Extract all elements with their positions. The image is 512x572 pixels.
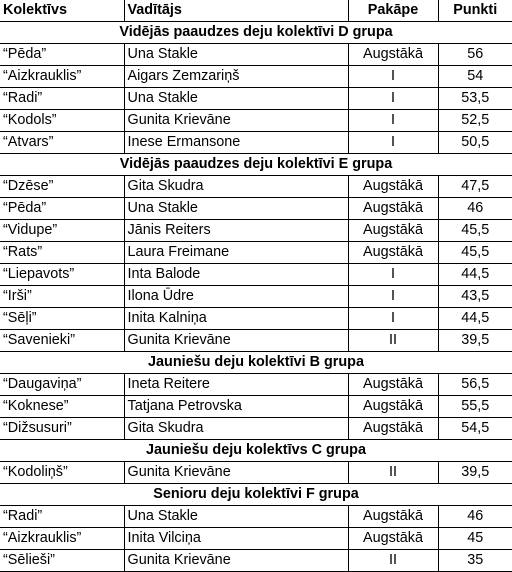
cell-vaditajs: Gunita Krievāne [124, 330, 348, 352]
cell-vaditajs: Inita Kalniņa [124, 308, 348, 330]
cell-punkti: 52,5 [438, 110, 512, 132]
cell-kolektivs: “Aizkrauklis” [0, 66, 124, 88]
group-title: Jauniešu deju kolektīvs C grupa [0, 440, 512, 462]
cell-kolektivs: “Pēda” [0, 198, 124, 220]
cell-punkti: 47,5 [438, 176, 512, 198]
cell-punkti: 56 [438, 44, 512, 66]
group-row [0, 154, 512, 176]
header-pakape: Pakāpe [348, 0, 438, 22]
cell-kolektivs: “Savenieki” [0, 330, 124, 352]
cell-kolektivs: “Dižsusuri” [0, 418, 124, 440]
cell-punkti: 50,5 [438, 132, 512, 154]
cell-pakape: I [348, 264, 438, 286]
table-header [0, 0, 512, 22]
cell-punkti: 43,5 [438, 286, 512, 308]
cell-punkti: 45,5 [438, 242, 512, 264]
group-title: Jauniešu deju kolektīvi B grupa [0, 352, 512, 374]
cell-kolektivs: “Daugaviņa” [0, 374, 124, 396]
cell-vaditajs: Ineta Reitere [124, 374, 348, 396]
cell-pakape: Augstākā [348, 528, 438, 550]
group-title: Vidējās paaudzes deju kolektīvi D grupa [0, 22, 512, 44]
cell-kolektivs: “Rats” [0, 242, 124, 264]
group-row [0, 352, 512, 374]
cell-vaditajs: Ilona Ūdre [124, 286, 348, 308]
cell-pakape: I [348, 110, 438, 132]
cell-pakape: Augstākā [348, 418, 438, 440]
table-row [0, 110, 512, 132]
cell-pakape: Augstākā [348, 396, 438, 418]
table-row [0, 550, 512, 572]
cell-punkti: 54,5 [438, 418, 512, 440]
cell-pakape: Augstākā [348, 44, 438, 66]
cell-kolektivs: “Irši” [0, 286, 124, 308]
cell-vaditajs: Tatjana Petrovska [124, 396, 348, 418]
cell-pakape: II [348, 462, 438, 484]
cell-pakape: Augstākā [348, 506, 438, 528]
cell-pakape: I [348, 66, 438, 88]
cell-vaditajs: Gunita Krievāne [124, 550, 348, 572]
table-row [0, 506, 512, 528]
group-title: Senioru deju kolektīvi F grupa [0, 484, 512, 506]
cell-kolektivs: “Sēļi” [0, 308, 124, 330]
cell-punkti: 46 [438, 506, 512, 528]
cell-pakape: I [348, 88, 438, 110]
table-row [0, 66, 512, 88]
table-row [0, 462, 512, 484]
cell-pakape: I [348, 308, 438, 330]
header-punkti: Punkti [438, 0, 512, 22]
cell-punkti: 55,5 [438, 396, 512, 418]
cell-punkti: 45,5 [438, 220, 512, 242]
cell-pakape: II [348, 550, 438, 572]
table-row [0, 242, 512, 264]
cell-kolektivs: “Liepavots” [0, 264, 124, 286]
table-row [0, 264, 512, 286]
header-row [0, 0, 512, 22]
table-row [0, 374, 512, 396]
group-row [0, 484, 512, 506]
table-row [0, 198, 512, 220]
table-row [0, 88, 512, 110]
cell-vaditajs: Una Stakle [124, 44, 348, 66]
cell-vaditajs: Inita Vilciņa [124, 528, 348, 550]
cell-punkti: 35 [438, 550, 512, 572]
cell-kolektivs: “Vidupe” [0, 220, 124, 242]
cell-kolektivs: “Radi” [0, 506, 124, 528]
cell-vaditajs: Inta Balode [124, 264, 348, 286]
cell-vaditajs: Gunita Krievāne [124, 110, 348, 132]
cell-vaditajs: Una Stakle [124, 506, 348, 528]
table-row [0, 44, 512, 66]
cell-punkti: 39,5 [438, 462, 512, 484]
cell-pakape: II [348, 330, 438, 352]
cell-kolektivs: “Pēda” [0, 44, 124, 66]
cell-pakape: I [348, 286, 438, 308]
cell-vaditajs: Gunita Krievāne [124, 462, 348, 484]
table-row [0, 176, 512, 198]
cell-vaditajs: Inese Ermansone [124, 132, 348, 154]
cell-pakape: Augstākā [348, 176, 438, 198]
cell-pakape: Augstākā [348, 220, 438, 242]
cell-kolektivs: “Kodoliņš” [0, 462, 124, 484]
header-vaditajs: Vadītājs [124, 0, 348, 22]
cell-vaditajs: Aigars Zemzariņš [124, 66, 348, 88]
group-row [0, 22, 512, 44]
cell-punkti: 56,5 [438, 374, 512, 396]
cell-punkti: 45 [438, 528, 512, 550]
cell-punkti: 46 [438, 198, 512, 220]
cell-kolektivs: “Sēlieši” [0, 550, 124, 572]
cell-punkti: 53,5 [438, 88, 512, 110]
cell-pakape: I [348, 132, 438, 154]
table-row [0, 396, 512, 418]
cell-kolektivs: “Koknese” [0, 396, 124, 418]
table-body [0, 22, 512, 572]
cell-kolektivs: “Kodols” [0, 110, 124, 132]
cell-kolektivs: “Radi” [0, 88, 124, 110]
cell-punkti: 44,5 [438, 264, 512, 286]
cell-pakape: Augstākā [348, 242, 438, 264]
cell-punkti: 44,5 [438, 308, 512, 330]
cell-punkti: 39,5 [438, 330, 512, 352]
cell-pakape: Augstākā [348, 198, 438, 220]
cell-pakape: Augstākā [348, 374, 438, 396]
cell-vaditajs: Una Stakle [124, 198, 348, 220]
cell-punkti: 54 [438, 66, 512, 88]
cell-kolektivs: “Dzēse” [0, 176, 124, 198]
cell-kolektivs: “Atvars” [0, 132, 124, 154]
cell-kolektivs: “Aizkrauklis” [0, 528, 124, 550]
header-kolektivs: Kolektīvs [0, 0, 124, 22]
table-row [0, 330, 512, 352]
group-row [0, 440, 512, 462]
cell-vaditajs: Jānis Reiters [124, 220, 348, 242]
cell-vaditajs: Laura Freimane [124, 242, 348, 264]
table-row [0, 132, 512, 154]
cell-vaditajs: Una Stakle [124, 88, 348, 110]
cell-vaditajs: Gita Skudra [124, 176, 348, 198]
table-row [0, 220, 512, 242]
table-row [0, 528, 512, 550]
cell-vaditajs: Gita Skudra [124, 418, 348, 440]
table-row [0, 308, 512, 330]
group-title: Vidējās paaudzes deju kolektīvi E grupa [0, 154, 512, 176]
table-row [0, 418, 512, 440]
table-row [0, 286, 512, 308]
